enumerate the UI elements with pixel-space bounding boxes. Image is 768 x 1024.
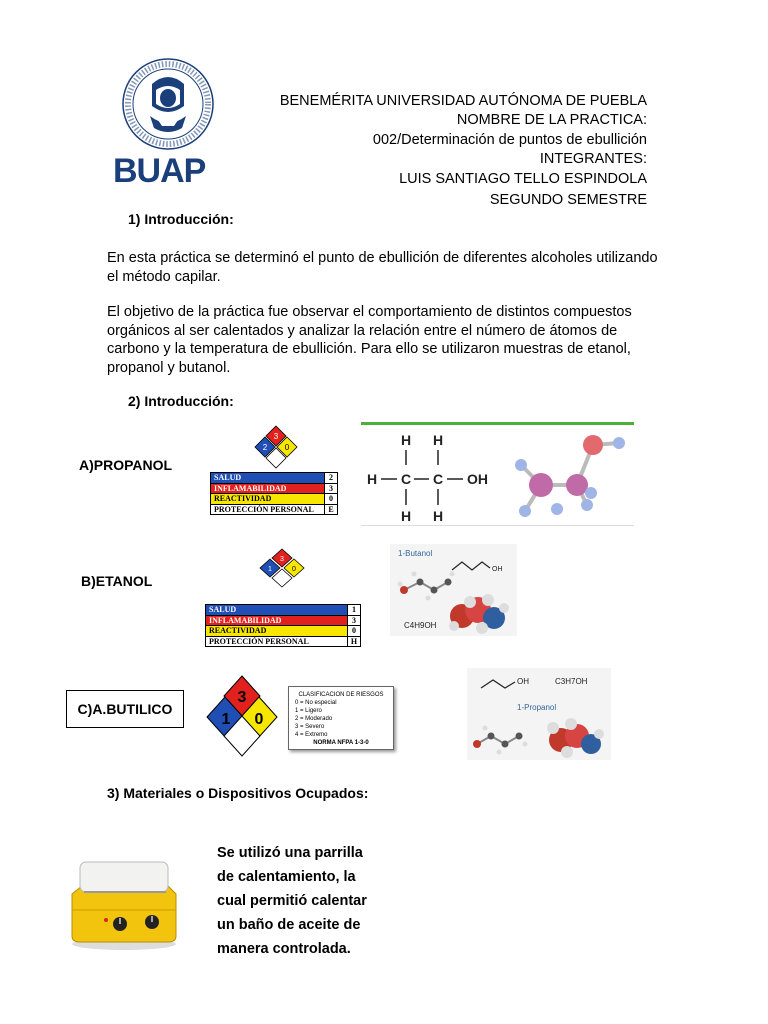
nfpa-a-reactivity: 0 [284,443,290,452]
hotplate-description: Se utilizó una parrilla de calentamiento, la cual permitió calentar un baño de aceite de manera controlada. [217,845,367,957]
risk-classification-box: CLASIFICACION DE RIESGOS 0 = No especial 1 = Ligero 2 = Moderado 3 = Severo 4 = Extremo NORMA NFPA 1-3-0 [288,686,394,750]
svg-text:H: H [401,432,412,448]
svg-text:C: C [433,471,444,487]
member-name: LUIS SANTIAGO TELLO ESPINDOLA [399,171,647,187]
logo-acronym: BUAP [113,152,206,190]
svg-text:OH: OH [492,566,503,573]
nfpa-a-health: 2 [262,443,268,452]
nfpa-a-flammability: 3 [273,432,279,441]
svg-text:OH: OH [467,471,488,487]
svg-text:1-Propanol: 1-Propanol [517,703,557,712]
nfpa-b-reactivity: 0 [292,566,296,573]
section2-title: 2) Introducción: [128,393,234,409]
compound-a-label: A)PROPANOL [79,457,173,473]
section1-title: 1) Introducción: [128,211,234,227]
nfpa-c-reactivity: 0 [254,711,264,728]
svg-text:C: C [401,471,412,487]
practice-label: NOMBRE DE LA PRACTICA: [456,112,647,128]
nfpa-table-a: SALUD 2 INFLAMABILIDAD 3 REACTIVIDAD 0 PROTECCIÓN PERSONAL E [210,472,338,515]
svg-text:1-Butanol: 1-Butanol [398,549,433,558]
svg-text:H: H [433,432,444,448]
intro-paragraph-1: En esta práctica se determinó el punto de ebullición de diferentes alcoholes utilizando el método capilar. [107,250,658,285]
buap-logo [110,56,222,190]
svg-text:C4H9OH: C4H9OH [404,621,437,630]
intro-paragraph-2: El objetivo de la práctica fue observar el comportamiento de distintos compuestos orgánicos al ser calentados y analizar la relación entre el número de átomos de carbono y la temperatura de ebullición. Para ello se utilizaron muestras de etanol, propanol y butanol. [107,304,632,376]
practice-name: 002/Determinación de puntos de ebullición [372,132,647,148]
compound-b-label: B)ETANOL [81,573,153,589]
svg-text:H: H [367,471,378,487]
nfpa-diamond-b-icon [257,548,307,588]
butanol-image [390,544,517,636]
nfpa-table-b: SALUD 1 INFLAMABILIDAD 3 REACTIVIDAD 0 PROTECCIÓN PERSONAL H [205,604,361,647]
semester: SEGUNDO SEMESTRE [489,192,647,208]
svg-text:H: H [401,508,412,524]
propanol-image [467,668,611,760]
ethanol-structure-icon [361,425,634,525]
propanol-molecule-icon [467,668,611,760]
nfpa-b-health: 1 [268,566,272,573]
hotplate-icon [62,852,182,952]
members-label: INTEGRANTES: [539,151,647,167]
butanol-molecule-icon [390,544,517,636]
svg-text:H: H [433,508,444,524]
nfpa-diamond-a-icon [254,425,298,469]
svg-text:OH: OH [517,677,529,686]
nfpa-c-flammability: 3 [237,689,247,706]
svg-text:C3H7OH: C3H7OH [555,677,588,686]
nfpa-c-health: 1 [221,711,231,728]
university-name: BENEMÉRITA UNIVERSIDAD AUTÓNOMA DE PUEBLA [279,93,647,109]
structure-panel [361,422,634,526]
nfpa-b-flammability: 3 [280,556,284,563]
section3-title: 3) Materiales o Dispositivos Ocupados: [107,785,369,801]
compound-c-label: C)A.BUTILICO [66,690,184,728]
nfpa-diamond-c-icon [206,674,278,758]
